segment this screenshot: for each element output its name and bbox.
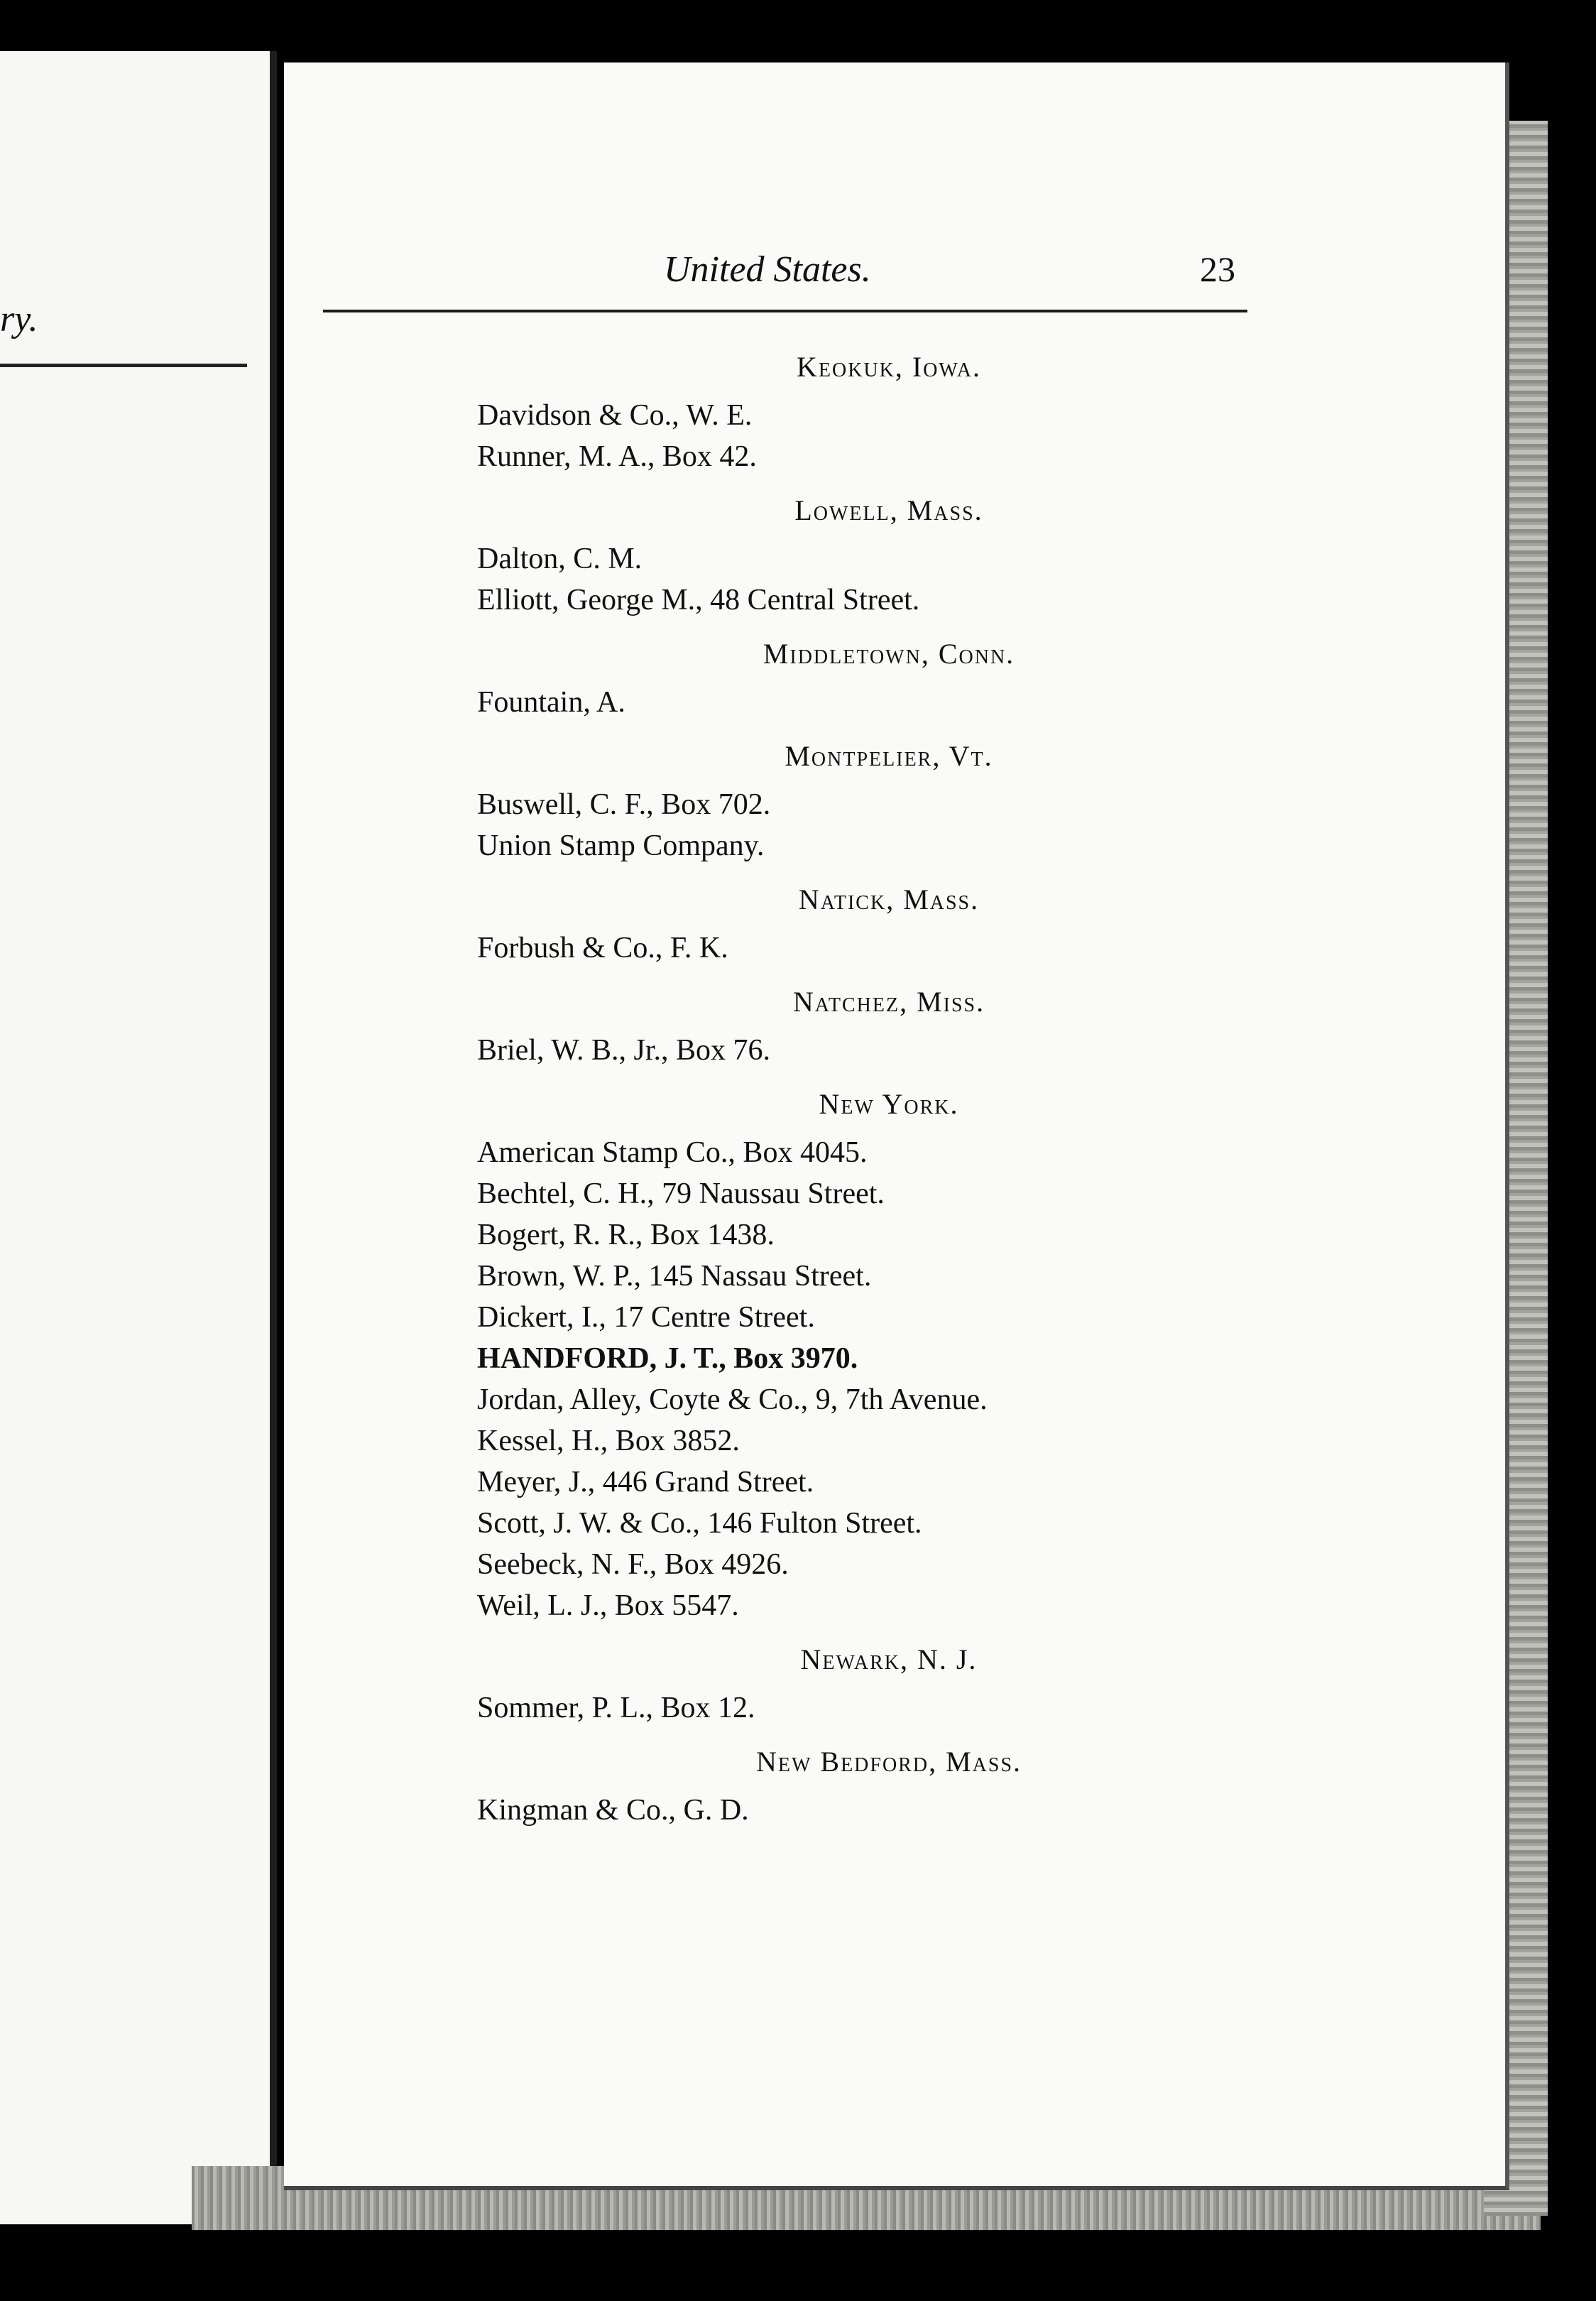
dealer-listing <box>477 347 1258 1831</box>
dealer-entry: Brown, W. P., 145 Nassau Street. <box>477 1260 872 1293</box>
dealer-entry: Briel, W. B., Jr., Box 76. <box>477 1034 771 1067</box>
dealer-entry: Buswell, C. F., Box 702. <box>477 788 771 821</box>
city-heading: New Bedford, Mass. <box>755 1746 1022 1778</box>
gutter <box>270 51 277 2182</box>
dealer-entry: Jordan, Alley, Coyte & Co., 9, 7th Avenue. <box>477 1383 988 1416</box>
dealer-entry: Bechtel, C. H., 79 Naussau Street. <box>477 1177 885 1210</box>
city-heading: Montpelier, Vt. <box>785 740 993 772</box>
dealer-entry: Weil, L. J., Box 5547. <box>477 1589 739 1622</box>
city-block <box>477 1741 1258 1831</box>
dealer-entry: Runner, M. A., Box 42. <box>477 440 757 473</box>
city-block <box>477 490 1258 621</box>
dealer-entry: Meyer, J., 446 Grand Street. <box>477 1466 814 1498</box>
city-block <box>477 347 1258 477</box>
city-heading: New York. <box>819 1088 959 1120</box>
city-block <box>477 981 1258 1071</box>
header-rule <box>323 310 1247 312</box>
dealer-entry: Dalton, C. M. <box>477 543 643 575</box>
city-block <box>477 879 1258 969</box>
dealer-entry: Seebeck, N. F., Box 4926. <box>477 1548 789 1581</box>
city-block <box>477 736 1258 866</box>
city-heading: Natick, Mass. <box>798 883 980 915</box>
book-page <box>284 62 1509 2190</box>
city-heading: Lowell, Mass. <box>794 494 983 526</box>
facing-page-rule <box>0 364 247 367</box>
dealer-entry: Kessel, H., Box 3852. <box>477 1425 740 1457</box>
dealer-entry: Sommer, P. L., Box 12. <box>477 1692 755 1724</box>
dealer-entry: Union Stamp Company. <box>477 829 765 862</box>
facing-page <box>0 51 273 2224</box>
dealer-entry: Forbush & Co., F. K. <box>477 932 728 964</box>
dealer-entry: Bogert, R. R., Box 1438. <box>477 1219 775 1251</box>
dealer-entry: Kingman & Co., G. D. <box>477 1794 749 1827</box>
city-block <box>477 633 1258 723</box>
dealer-entry: Dickert, I., 17 Centre Street. <box>477 1301 815 1334</box>
city-heading: Natchez, Miss. <box>792 986 985 1018</box>
dealer-entry: HANDFORD, J. T., Box 3970. <box>477 1342 858 1375</box>
dealer-entry: Scott, J. W. & Co., 146 Fulton Street. <box>477 1507 922 1540</box>
dealer-entry: Elliott, George M., 48 Central Street. <box>477 584 920 616</box>
city-heading: Keokuk, Iowa. <box>797 351 981 383</box>
city-heading: Newark, N. J. <box>800 1643 978 1675</box>
dealer-entry: American Stamp Co., Box 4045. <box>477 1136 868 1169</box>
dealer-entry: Davidson & Co., W. E. <box>477 399 753 432</box>
facing-page-header: ry. <box>0 299 38 339</box>
page-number: 23 <box>1200 249 1235 289</box>
city-block <box>477 1639 1258 1729</box>
city-heading: Middletown, Conn. <box>763 638 1015 670</box>
dealer-entry: Fountain, A. <box>477 686 625 719</box>
city-block <box>477 1084 1258 1626</box>
running-title: United States. <box>664 249 871 290</box>
